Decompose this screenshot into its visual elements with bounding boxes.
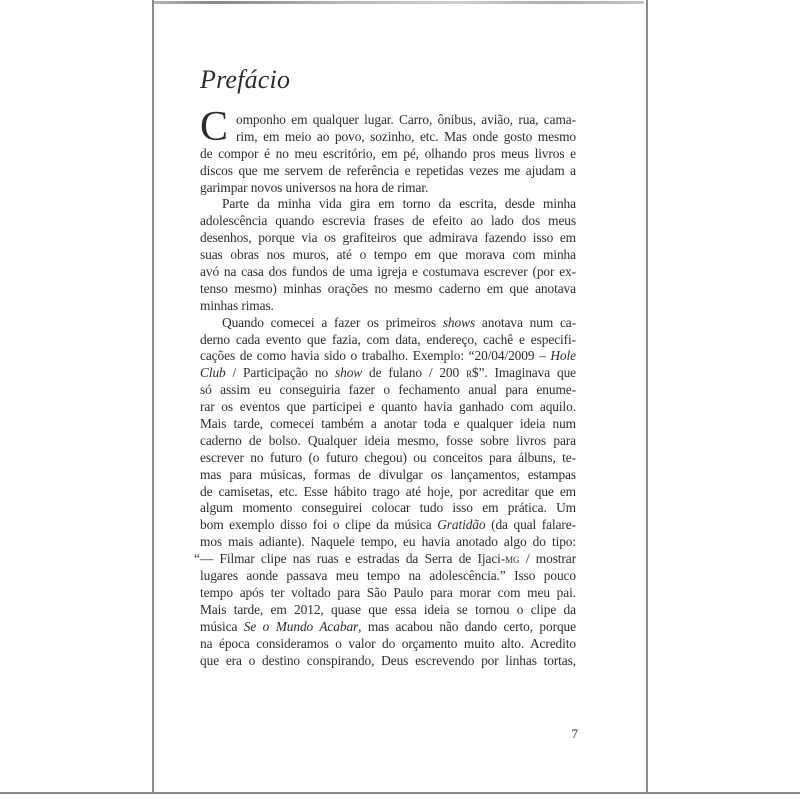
text-line-content: [200, 365, 576, 382]
plain-text: lugares aonde passava meu tempo na adolescência.” Isso pouco: [200, 568, 576, 584]
italic-text: show: [334, 365, 363, 381]
text-line: [200, 281, 576, 298]
plain-text: que era o destino conspirando, Deus escrevendo por linhas tortas,: [200, 652, 576, 668]
plain-text: de fulano / 200: [362, 365, 466, 381]
plain-text: $”. Imaginava que: [471, 365, 577, 381]
plain-text: só assim eu conseguiria fazer o fechamento anual para enume-: [200, 382, 576, 398]
plain-text: bom exemplo disso foi o clipe da música: [200, 517, 438, 533]
scan-bottom-edge: [0, 792, 800, 794]
plain-text: desenhos, porque via os grafiteiros que admirava fazendo isso em: [200, 230, 576, 246]
plain-text: minhas rimas.: [200, 297, 274, 313]
text-line-content: [222, 196, 576, 213]
text-line: [200, 332, 576, 349]
text-line-content: [200, 585, 576, 602]
plain-text: , mas acabou não dando certo, porque: [358, 618, 576, 634]
text-line: [200, 146, 576, 163]
plain-text: caderno de bolso. Qualquer ideia mesmo, fosse sobre livros para: [200, 432, 576, 448]
plain-text: de compor é no meu escritório, em pé, olhando pros meus livros e: [200, 145, 576, 161]
text-line: [200, 399, 576, 416]
plain-text: / mostrar: [519, 551, 576, 567]
text-line: [200, 484, 576, 501]
text-line-content: [200, 484, 576, 501]
text-line-content: [236, 112, 576, 129]
text-line-content: [200, 281, 576, 298]
text-line-content: [200, 517, 576, 534]
plain-text: mos mais adiante). Naquele tempo, eu havia anotado algo do tipo:: [200, 534, 576, 550]
plain-text: adolescência quando escrevia frases de efeito ao lado dos meus: [200, 213, 576, 229]
text-line-content: [200, 534, 576, 551]
plain-text: avó na casa dos fundos de uma igreja e costumava escrever (por ex-: [200, 264, 576, 280]
plain-text: derno cada evento que fazia, com data, endereço, cachê e especifi-: [200, 331, 576, 347]
text-line-content: [200, 247, 576, 264]
text-line-content: [200, 348, 576, 365]
text-line: [200, 230, 576, 247]
text-line: [200, 264, 576, 281]
text-line: [200, 298, 576, 315]
text-line-content: [200, 500, 576, 517]
text-line: [200, 382, 576, 399]
text-line-content: [200, 416, 576, 433]
plain-text: tempo após ter voltado para São Paulo para morar com meu pai.: [200, 584, 576, 600]
plain-text: mas para músicas, formas de divulgar os lançamentos, estampas: [200, 466, 576, 482]
text-line-content: [200, 213, 576, 230]
plain-text: rar os eventos que participei e quanto havia ganhado com aquilo.: [200, 399, 576, 415]
plain-text: rim, em meio ao povo, sozinho, etc. Mas onde gosto mesmo: [236, 128, 576, 144]
plain-text: algum momento conseguirei colocar tudo isso em prática. Um: [200, 500, 576, 516]
italic-text: Club: [200, 365, 226, 381]
text-line-content: [200, 264, 576, 281]
text-line-content: [200, 653, 576, 670]
text-line: [200, 433, 576, 450]
text-line: [200, 180, 576, 197]
text-line: [200, 467, 576, 484]
italic-text: Hole: [550, 348, 576, 364]
plain-text: omponho em qualquer lugar. Carro, ônibus, avião, rua, cama-: [236, 112, 576, 127]
text-line: [200, 517, 576, 534]
text-line-content: [200, 450, 576, 467]
plain-text: discos que me servem de referência e repetidas vezes me ajudam a: [200, 162, 576, 178]
page-title: Prefácio: [200, 65, 291, 94]
small-caps-text: mg: [505, 551, 520, 567]
text-line: [200, 129, 576, 146]
text-line: [200, 585, 576, 602]
text-line: [200, 315, 576, 332]
page-number: 7: [571, 726, 578, 741]
text-line-content: [236, 129, 576, 146]
text-line-content: [222, 315, 576, 332]
text-line-content: [200, 602, 576, 619]
text-line: [200, 163, 576, 180]
text-line: [200, 534, 576, 551]
plain-text: Mais tarde, em 2012, quase que essa ideia se tornou o clipe da: [200, 601, 576, 617]
text-line: [200, 365, 576, 382]
text-line: [200, 416, 576, 433]
text-line-content: [200, 146, 576, 163]
plain-text: suas obras nos muros, até o tempo em que morava com minha: [200, 247, 576, 263]
text-line-content: [200, 467, 576, 484]
plain-text: anotava num ca-: [475, 314, 576, 330]
plain-text: música: [200, 618, 244, 634]
plain-text: de camisetas, etc. Esse hábito trago até hoje, por acreditar que em: [200, 483, 576, 499]
plain-text: garimpar novos universos na hora de rimar.: [200, 179, 429, 195]
text-line-content: [200, 433, 576, 450]
plain-text: escrever no futuro (o futuro chegou) ou conceitos para álbuns, te-: [200, 449, 576, 465]
plain-text: / Participação no: [225, 365, 335, 381]
text-line-content: [200, 298, 274, 315]
text-line: [200, 653, 576, 670]
plain-text: Mais tarde, comecei também a anotar toda e qualquer ideia num: [200, 416, 576, 432]
plain-text: na época consideramos o valor do orçamento muito alto. Acredito: [200, 635, 576, 651]
drop-cap-letter: C: [200, 104, 229, 150]
text-line: [200, 602, 576, 619]
text-line-content: [200, 619, 576, 636]
text-line-content: [200, 568, 576, 585]
text-line: [194, 551, 576, 568]
text-line-content: [194, 551, 576, 568]
text-line: [200, 500, 576, 517]
plain-text: “— Filmar clipe nas ruas e estradas da Serra de Ijaci-: [194, 551, 506, 567]
text-line: [200, 568, 576, 585]
text-line-content: [200, 163, 576, 180]
italic-text: Se o Mundo Acabar: [243, 618, 359, 634]
plain-text: Parte da minha vida gira em torno da escrita, desde minha: [222, 196, 576, 212]
plain-text: Quando comecei a fazer os primeiros: [222, 314, 443, 330]
text-line: [200, 247, 576, 264]
text-line-content: [200, 399, 576, 416]
text-line: [200, 112, 576, 129]
text-line: [200, 636, 576, 653]
italic-text: shows: [442, 314, 476, 330]
text-line-content: [200, 230, 576, 247]
text-line-content: [200, 382, 576, 399]
text-line: [200, 196, 576, 213]
text-line-content: [200, 332, 576, 349]
text-line: [200, 619, 576, 636]
italic-text: Gratidão: [437, 517, 486, 533]
small-caps-text: r: [466, 365, 472, 381]
text-line: [200, 348, 576, 365]
plain-text: cações de como havia sido o trabalho. Exemplo: “20/04/2009 –: [200, 348, 551, 364]
text-line: [200, 213, 576, 230]
body-text: [194, 112, 577, 669]
plain-text: (da qual falare-: [485, 517, 576, 533]
text-line: [200, 450, 576, 467]
text-line-content: [200, 636, 576, 653]
text-line-content: [200, 180, 428, 197]
plain-text: tenso mesmo) minhas orações no mesmo caderno em que anotava: [200, 280, 576, 296]
scan-top-edge: [154, 1, 644, 4]
